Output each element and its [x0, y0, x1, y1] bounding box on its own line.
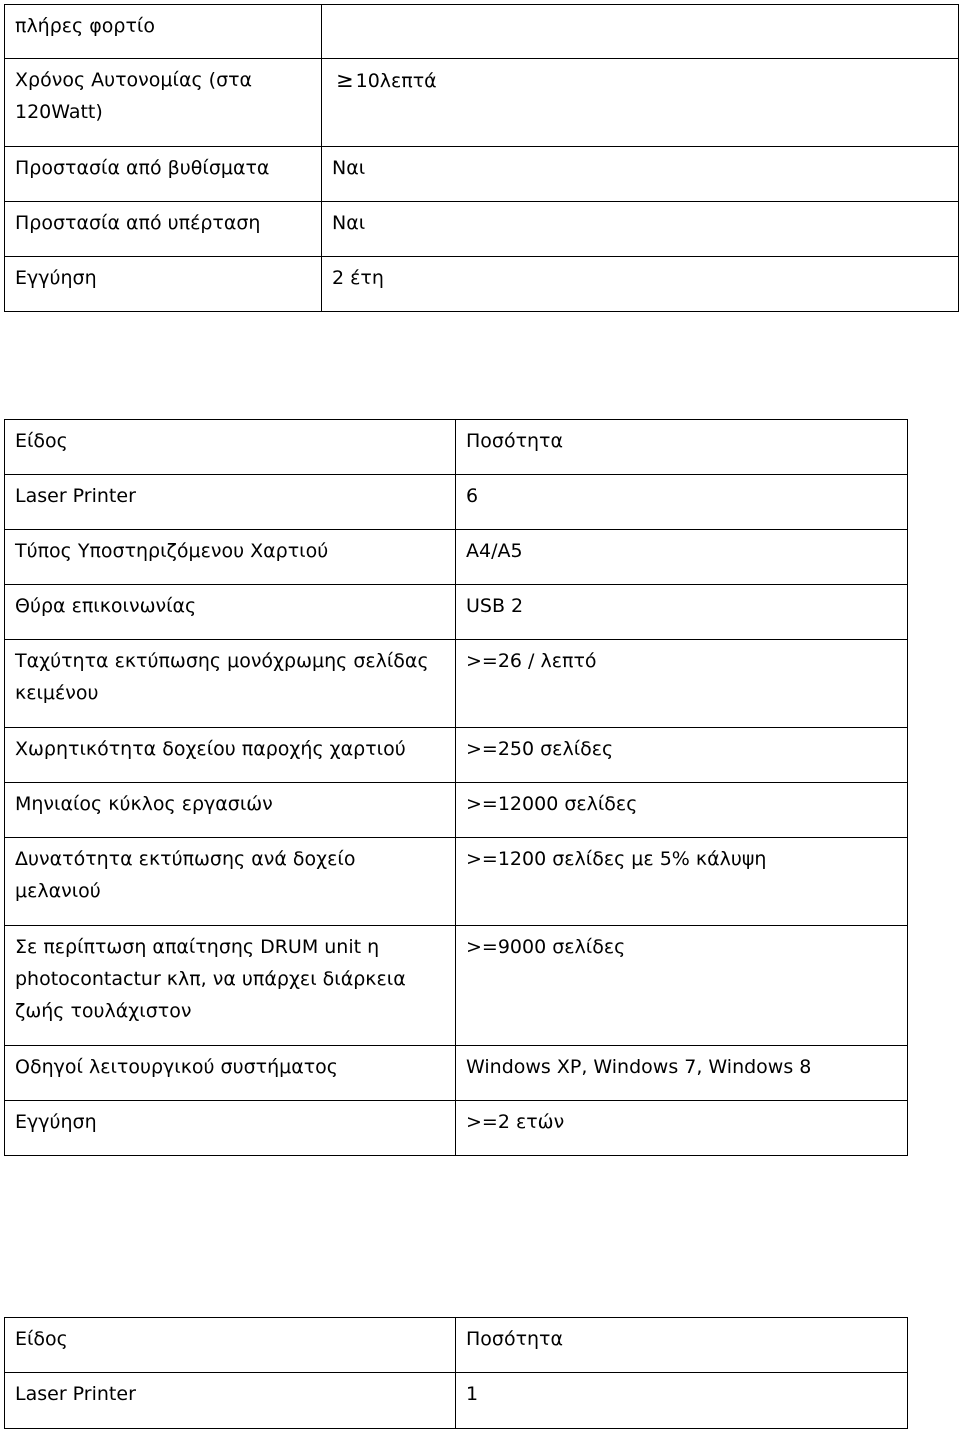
table-row: [5, 783, 908, 838]
spec-value: USB 2: [456, 585, 908, 640]
spec-label: Εγγύηση: [5, 257, 322, 312]
table-row: [5, 5, 959, 59]
table-row: [5, 530, 908, 585]
ups-spec-table: [4, 4, 959, 312]
spec-label: Χωρητικότητα δοχείου παροχής χαρτιού: [5, 728, 456, 783]
spec-value: >=12000 σελίδες: [456, 783, 908, 838]
table-row: [5, 147, 959, 202]
spec-label: Σε περίπτωση απαίτησης DRUM unit η photocontactur κλπ, να υπάρχει διάρκεια ζωής τουλάχιστον: [5, 926, 456, 1046]
spec-label: Προστασία από υπέρταση: [5, 202, 322, 257]
table-row: [5, 475, 908, 530]
table-header-row: [5, 420, 908, 475]
autonomy-value: 10λεπτά: [355, 70, 437, 92]
table-header-row: [5, 1318, 908, 1373]
header-quantity: Ποσότητα: [456, 1318, 908, 1373]
header-quantity: Ποσότητα: [456, 420, 908, 475]
spec-label: Οδηγοί λειτουργικού συστήματος: [5, 1046, 456, 1101]
spec-label: Μηνιαίος κύκλος εργασιών: [5, 783, 456, 838]
spec-label: Προστασία από βυθίσματα: [5, 147, 322, 202]
table-row: [5, 59, 959, 147]
printer-spec-table: [4, 419, 908, 1156]
spec-value: [322, 59, 959, 147]
table-row: [5, 926, 908, 1046]
greater-equal-symbol: ≥: [336, 68, 354, 92]
table-row: [5, 640, 908, 728]
printer-spec-table-2: [4, 1317, 908, 1429]
spec-value: 1: [456, 1373, 908, 1429]
spec-value: A4/A5: [456, 530, 908, 585]
table-row: [5, 1373, 908, 1429]
spec-label: πλήρες φορτίο: [5, 5, 322, 59]
spec-value: Ναι: [322, 147, 959, 202]
table-row: [5, 838, 908, 926]
spec-value: Windows XP, Windows 7, Windows 8: [456, 1046, 908, 1101]
spec-label: Τύπος Υποστηριζόμενου Χαρτιού: [5, 530, 456, 585]
spec-label: Laser Printer: [5, 1373, 456, 1429]
spec-value: >=250 σελίδες: [456, 728, 908, 783]
table-row: [5, 1046, 908, 1101]
spec-value: 2 έτη: [322, 257, 959, 312]
table-row: [5, 585, 908, 640]
spec-value: >=2 ετών: [456, 1101, 908, 1156]
header-kind: Είδος: [5, 1318, 456, 1373]
spec-label: Εγγύηση: [5, 1101, 456, 1156]
spec-label: Δυνατότητα εκτύπωσης ανά δοχείο μελανιού: [5, 838, 456, 926]
table-row: [5, 1101, 908, 1156]
spec-value: 6: [456, 475, 908, 530]
spec-label: Ταχύτητα εκτύπωσης μονόχρωμης σελίδας κειμένου: [5, 640, 456, 728]
spec-label: Χρόνος Αυτονομίας (στα 120Watt): [5, 59, 322, 147]
spec-label: Θύρα επικοινωνίας: [5, 585, 456, 640]
header-kind: Είδος: [5, 420, 456, 475]
spec-value: Ναι: [322, 202, 959, 257]
spec-value: >=9000 σελίδες: [456, 926, 908, 1046]
table-row: [5, 257, 959, 312]
spec-value: >=26 / λεπτό: [456, 640, 908, 728]
spec-value: >=1200 σελίδες με 5% κάλυψη: [456, 838, 908, 926]
spec-label: Laser Printer: [5, 475, 456, 530]
table-row: [5, 202, 959, 257]
spec-value: [322, 5, 959, 59]
table-row: [5, 728, 908, 783]
